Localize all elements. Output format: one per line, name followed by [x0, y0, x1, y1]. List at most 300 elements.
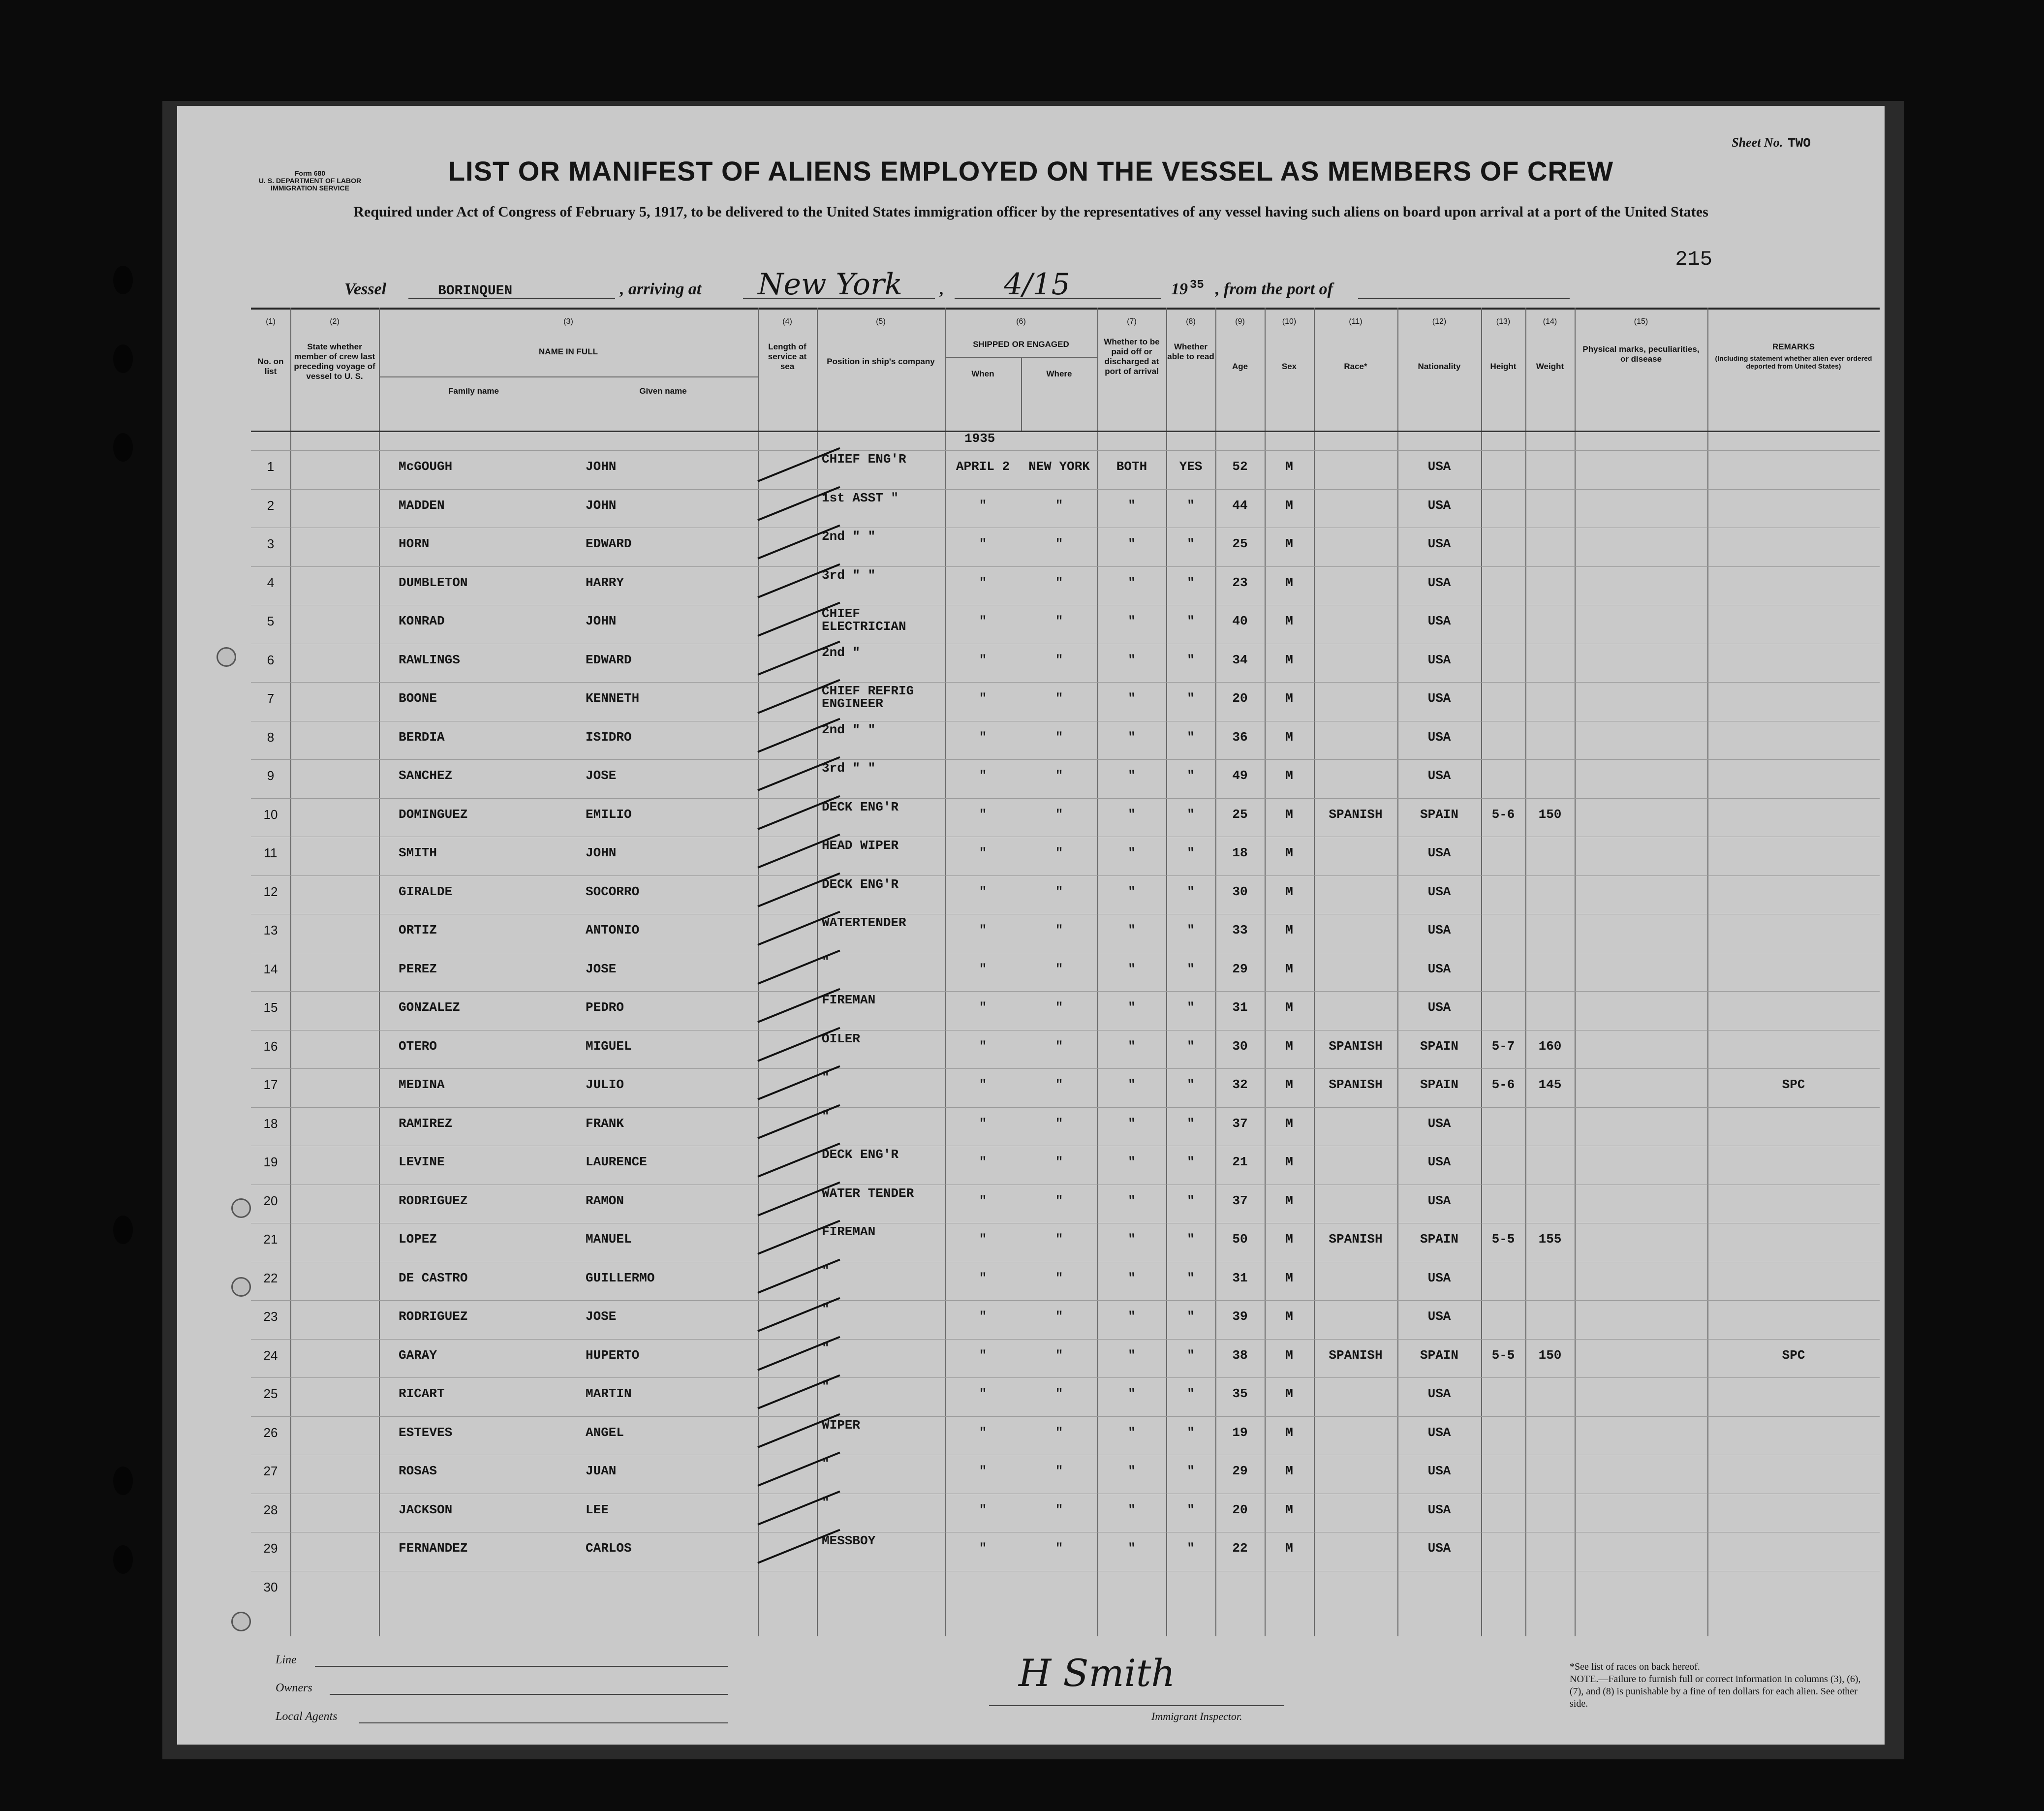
- cell-where: ": [1055, 575, 1063, 590]
- cell-paid-off: ": [1128, 884, 1136, 899]
- cell-paid-off: ": [1128, 1464, 1136, 1478]
- cell-sex: M: [1285, 575, 1293, 590]
- cell-given-name: MARTIN: [586, 1386, 632, 1401]
- cell-paid-off: ": [1128, 1309, 1136, 1324]
- table-row: [251, 1262, 1880, 1301]
- cell-sex: M: [1285, 536, 1293, 551]
- cell-sex: M: [1285, 1270, 1293, 1285]
- cell-given-name: JULIO: [586, 1077, 624, 1092]
- cell-family-name: GONZALEZ: [399, 1000, 460, 1015]
- cell-position: FIREMAN: [822, 993, 876, 1007]
- cell-given-name: SOCORRO: [586, 884, 640, 899]
- cell-when: ": [979, 575, 987, 590]
- cell-nationality: SPAIN: [1420, 1038, 1458, 1054]
- cell-paid-off: ": [1128, 961, 1136, 976]
- cell-when: ": [979, 1270, 987, 1285]
- cell-paid-off: ": [1128, 1077, 1136, 1092]
- cell-race: SPANISH: [1329, 1232, 1383, 1247]
- cell-paid-off: ": [1128, 1155, 1136, 1169]
- cell-family-name: MADDEN: [399, 498, 445, 513]
- cell-family-name: LOPEZ: [399, 1232, 437, 1247]
- table-row: [251, 1339, 1880, 1378]
- cell-when: ": [979, 768, 987, 783]
- cell-where: ": [1055, 652, 1063, 667]
- cell-height: 5-5: [1491, 1347, 1515, 1363]
- cell-family-name: ORTIZ: [399, 923, 437, 937]
- cell-nationality: SPAIN: [1420, 1077, 1458, 1092]
- header-race: Race*: [1344, 362, 1367, 371]
- cell-able-read: ": [1187, 1425, 1195, 1440]
- cell-position: ": [822, 1070, 830, 1085]
- cell-height: 5-6: [1491, 807, 1515, 822]
- cell-position: 3rd " ": [822, 761, 876, 776]
- cell-sex: M: [1285, 1347, 1293, 1363]
- cell-paid-off: ": [1128, 923, 1136, 937]
- header-remarks-sub: (Including statement whether alien ever ordered deported from United States): [1715, 354, 1872, 370]
- cell-no: 12: [263, 884, 278, 899]
- header-family-name: Family name: [448, 386, 499, 396]
- cell-family-name: PEREZ: [399, 961, 437, 976]
- cell-no: 16: [263, 1038, 278, 1054]
- cell-paid-off: ": [1128, 1502, 1136, 1517]
- cell-when: ": [979, 498, 987, 513]
- cell-age: 52: [1232, 459, 1248, 474]
- cell-where: ": [1055, 1425, 1063, 1440]
- cell-paid-off: ": [1128, 498, 1136, 513]
- agents-label: Local Agents: [276, 1710, 338, 1723]
- cell-where: ": [1055, 1077, 1063, 1092]
- page-subtitle: Required under Act of Congress of February 5, 1917, to be delivered to the United States immigration officer by the representatives of any vessel having such aliens on board upon arrival at a port of the United States: [353, 204, 1708, 220]
- cell-given-name: JUAN: [586, 1464, 617, 1478]
- cell-position: WATERTENDER: [822, 915, 906, 930]
- table-row: [251, 1455, 1880, 1494]
- cell-height: 5-5: [1491, 1232, 1515, 1247]
- cell-no: 14: [263, 961, 278, 976]
- cell-when: ": [979, 1347, 987, 1363]
- cell-where: ": [1055, 1000, 1063, 1015]
- cell-age: 29: [1232, 1464, 1248, 1478]
- cell-age: 30: [1232, 1038, 1248, 1054]
- cell-sex: M: [1285, 1038, 1293, 1054]
- cell-no: 19: [263, 1155, 278, 1169]
- header-sex: Sex: [1281, 362, 1297, 371]
- col-num: (3): [563, 317, 573, 326]
- inspector-label: Immigrant Inspector.: [1151, 1710, 1242, 1722]
- cell-paid-off: ": [1128, 1193, 1136, 1208]
- stamp-number: 215: [1675, 248, 1712, 271]
- cell-no: 24: [263, 1347, 278, 1363]
- cell-position: FIREMAN: [822, 1224, 876, 1239]
- cell-nationality: USA: [1427, 729, 1451, 745]
- header-state-whether: State whether member of crew last preceding voyage of vessel to U. S.: [294, 342, 375, 381]
- cell-nationality: USA: [1427, 1425, 1451, 1440]
- punch-hole: [231, 1277, 251, 1297]
- cell-position: ": [822, 954, 830, 969]
- cell-age: 29: [1232, 961, 1248, 976]
- cell-paid-off: ": [1128, 845, 1136, 860]
- cell-position: ": [822, 1340, 830, 1355]
- header-able-read: Whether able to read: [1167, 342, 1214, 361]
- cell-able-read: ": [1187, 498, 1195, 513]
- cell-no: 7: [267, 691, 275, 706]
- sheet-number: [1727, 135, 1811, 151]
- cell-given-name: CARLOS: [586, 1541, 632, 1556]
- cell-when: ": [979, 1309, 987, 1324]
- header-paid-off: Whether to be paid off or discharged at port of arrival: [1104, 337, 1160, 376]
- col-num: (1): [266, 317, 276, 326]
- cell-age: 30: [1232, 884, 1248, 899]
- header-when: When: [971, 369, 994, 378]
- table-row: [251, 644, 1880, 683]
- table-row: [251, 1494, 1880, 1532]
- table-row: [251, 1068, 1880, 1107]
- header-weight: Weight: [1536, 362, 1564, 371]
- cell-given-name: JOHN: [586, 845, 617, 860]
- cell-no: 10: [263, 807, 278, 822]
- department: U. S. DEPARTMENT OF LABOR: [258, 177, 362, 185]
- cell-family-name: McGOUGH: [399, 459, 453, 474]
- cell-no: 17: [263, 1077, 278, 1092]
- cell-nationality: USA: [1427, 961, 1451, 976]
- cell-where: ": [1055, 614, 1063, 628]
- cell-when: ": [979, 1116, 987, 1131]
- cell-nationality: USA: [1427, 845, 1451, 860]
- cell-sex: M: [1285, 652, 1293, 667]
- page-title: LIST OR MANIFEST OF ALIENS EMPLOYED ON THE VESSEL AS MEMBERS OF CREW: [448, 156, 1614, 187]
- cell-when: ": [979, 614, 987, 628]
- cell-family-name: RODRIGUEZ: [399, 1193, 468, 1208]
- cell-family-name: RAMIREZ: [399, 1116, 453, 1131]
- cell-position: ": [822, 1379, 830, 1394]
- header-position: Position in ship's company: [827, 357, 935, 366]
- cell-age: 18: [1232, 845, 1248, 860]
- manifest-footer: [251, 1646, 1880, 1735]
- cell-no: 11: [264, 845, 278, 860]
- cell-age: 34: [1232, 652, 1248, 667]
- cell-sex: M: [1285, 1386, 1293, 1401]
- cell-given-name: LAURENCE: [586, 1155, 647, 1169]
- year-annotation: 1935: [964, 431, 995, 446]
- cell-family-name: FERNANDEZ: [399, 1541, 468, 1556]
- cell-paid-off: ": [1128, 1270, 1136, 1285]
- cell-given-name: FRANK: [586, 1116, 624, 1131]
- cell-when: ": [979, 1000, 987, 1015]
- cell-when: ": [979, 729, 987, 745]
- cell-given-name: JOSE: [586, 768, 617, 783]
- cell-no: 3: [267, 536, 275, 551]
- cell-given-name: PEDRO: [586, 1000, 624, 1015]
- cell-nationality: USA: [1427, 1000, 1451, 1015]
- cell-nationality: USA: [1427, 1270, 1451, 1285]
- cell-when: ": [979, 1193, 987, 1208]
- binder-hole: [113, 1216, 133, 1244]
- table-row: [251, 1300, 1880, 1339]
- cell-when: ": [979, 1541, 987, 1556]
- cell-weight: 155: [1538, 1232, 1562, 1247]
- cell-nationality: SPAIN: [1420, 1347, 1458, 1363]
- cell-nationality: USA: [1427, 575, 1451, 590]
- cell-position: 1st ASST ": [822, 490, 899, 505]
- cell-paid-off: ": [1128, 768, 1136, 783]
- cell-given-name: HUPERTO: [586, 1347, 640, 1363]
- year-prefix: 19: [1171, 280, 1188, 298]
- table-row: [251, 1146, 1880, 1185]
- cell-paid-off: ": [1128, 1386, 1136, 1401]
- line-label: Line: [276, 1654, 297, 1666]
- cell-family-name: RODRIGUEZ: [399, 1309, 468, 1324]
- cell-race: SPANISH: [1329, 1038, 1383, 1054]
- cell-where: ": [1055, 1502, 1063, 1517]
- cell-family-name: BOONE: [399, 691, 437, 706]
- cell-nationality: USA: [1427, 1386, 1451, 1401]
- col-num: (4): [782, 317, 792, 326]
- cell-family-name: OTERO: [399, 1038, 437, 1054]
- cell-sex: M: [1285, 498, 1293, 513]
- cell-race: SPANISH: [1329, 807, 1383, 822]
- cell-when: ": [979, 884, 987, 899]
- cell-when: ": [979, 1425, 987, 1440]
- cell-nationality: USA: [1427, 498, 1451, 513]
- header-name-in-full: NAME IN FULL: [539, 347, 598, 356]
- col-num: (13): [1496, 317, 1511, 326]
- col-num: (10): [1282, 317, 1297, 326]
- table-row: [251, 798, 1880, 837]
- cell-age: 36: [1232, 729, 1248, 745]
- cell-paid-off: BOTH: [1116, 459, 1147, 474]
- cell-position: ": [822, 1263, 830, 1278]
- cell-age: 21: [1232, 1155, 1248, 1169]
- cell-sex: M: [1285, 614, 1293, 628]
- punch-hole: [217, 647, 236, 667]
- table-row: [251, 1532, 1880, 1571]
- cell-age: 37: [1232, 1116, 1248, 1131]
- table-row: [251, 1571, 1880, 1610]
- cell-where: ": [1055, 1464, 1063, 1478]
- cell-sex: M: [1285, 459, 1293, 474]
- cell-given-name: JOHN: [586, 498, 617, 513]
- service-name: IMMIGRATION SERVICE: [271, 184, 349, 192]
- cell-where: ": [1055, 1038, 1063, 1054]
- table-row: [251, 1416, 1880, 1455]
- table-row: [251, 759, 1880, 798]
- table-row: [251, 566, 1880, 605]
- cell-no: 20: [263, 1193, 278, 1208]
- cell-sex: M: [1285, 845, 1293, 860]
- cell-sex: M: [1285, 1232, 1293, 1247]
- cell-sex: M: [1285, 729, 1293, 745]
- table-row: [251, 721, 1880, 760]
- cell-given-name: JOHN: [586, 459, 617, 474]
- cell-family-name: LEVINE: [399, 1155, 445, 1169]
- cell-family-name: SMITH: [399, 845, 437, 860]
- cell-nationality: SPAIN: [1420, 807, 1458, 822]
- cell-paid-off: ": [1128, 691, 1136, 706]
- cell-nationality: USA: [1427, 884, 1451, 899]
- cell-able-read: ": [1187, 614, 1195, 628]
- cell-given-name: EDWARD: [586, 652, 632, 667]
- cell-position: 3rd " ": [822, 567, 876, 583]
- cell-position: OILER: [822, 1031, 861, 1046]
- cell-sex: M: [1285, 1309, 1293, 1324]
- col-num: (11): [1349, 317, 1363, 326]
- cell-age: 38: [1232, 1347, 1248, 1363]
- cell-paid-off: ": [1128, 1232, 1136, 1247]
- crew-table: [251, 308, 1880, 1636]
- cell-age: 50: [1232, 1232, 1248, 1247]
- cell-position: HEAD WIPER: [822, 838, 899, 853]
- cell-sex: M: [1285, 1425, 1293, 1440]
- cell-paid-off: ": [1128, 1038, 1136, 1054]
- cell-age: 19: [1232, 1425, 1248, 1440]
- header-shipped: SHIPPED OR ENGAGED: [973, 340, 1069, 349]
- cell-sex: M: [1285, 1464, 1293, 1478]
- cell-sex: M: [1285, 961, 1293, 976]
- cell-able-read: ": [1187, 536, 1195, 551]
- header-given-name: Given name: [639, 386, 687, 396]
- col-num: (8): [1186, 317, 1196, 326]
- cell-no: 26: [263, 1425, 278, 1440]
- cell-position: 2nd " ": [822, 722, 876, 737]
- cell-nationality: USA: [1427, 1309, 1451, 1324]
- col-num: (2): [330, 317, 340, 326]
- cell-nationality: USA: [1427, 652, 1451, 667]
- cell-able-read: ": [1187, 1155, 1195, 1169]
- cell-position: MESSBOY: [822, 1533, 876, 1548]
- cell-no: 8: [267, 729, 275, 745]
- cell-sex: M: [1285, 923, 1293, 937]
- cell-paid-off: ": [1128, 575, 1136, 590]
- cell-race: SPANISH: [1329, 1347, 1383, 1363]
- cell-able-read: ": [1187, 1347, 1195, 1363]
- cell-given-name: MANUEL: [586, 1232, 632, 1247]
- cell-height: 5-7: [1491, 1038, 1515, 1054]
- cell-able-read: ": [1187, 1116, 1195, 1131]
- cell-sex: M: [1285, 1541, 1293, 1556]
- header-age: Age: [1232, 362, 1248, 371]
- table-row: [251, 1185, 1880, 1223]
- cell-when: ": [979, 536, 987, 551]
- cell-where: ": [1055, 1232, 1063, 1247]
- cell-race: SPANISH: [1329, 1077, 1383, 1092]
- cell-sex: M: [1285, 1502, 1293, 1517]
- table-row: [251, 489, 1880, 528]
- cell-age: 32: [1232, 1077, 1248, 1092]
- cell-able-read: ": [1187, 691, 1195, 706]
- cell-position: CHIEF ENG'R: [822, 452, 906, 467]
- cell-family-name: DUMBLETON: [399, 575, 468, 590]
- cell-when: ": [979, 1155, 987, 1169]
- cell-no: 4: [267, 575, 275, 590]
- sheet-value: TWO: [1788, 136, 1811, 151]
- voyage-line: [344, 268, 1575, 303]
- races-note: *See list of races on back hereof.: [1570, 1661, 1700, 1672]
- cell-position: CHIEF ELECTRICIAN: [822, 606, 906, 634]
- cell-no: 13: [263, 923, 278, 937]
- col-num: (14): [1543, 317, 1557, 326]
- col-num: (6): [1016, 317, 1026, 326]
- table-row: [251, 450, 1880, 489]
- cell-given-name: RAMON: [586, 1193, 624, 1208]
- cell-age: 35: [1232, 1386, 1248, 1401]
- cell-position: DECK ENG'R: [822, 799, 899, 814]
- cell-given-name: ISIDRO: [586, 729, 632, 745]
- cell-family-name: SANCHEZ: [399, 768, 453, 783]
- cell-able-read: ": [1187, 1270, 1195, 1285]
- cell-no: 27: [263, 1464, 278, 1478]
- cell-when: ": [979, 807, 987, 822]
- cell-able-read: ": [1187, 1464, 1195, 1478]
- cell-where: ": [1055, 729, 1063, 745]
- cell-no: 21: [263, 1232, 278, 1247]
- cell-age: 23: [1232, 575, 1248, 590]
- cell-given-name: KENNETH: [586, 691, 640, 706]
- cell-when: ": [979, 1038, 987, 1054]
- cell-family-name: RICART: [399, 1386, 445, 1401]
- cell-position: DECK ENG'R: [822, 1147, 899, 1162]
- cell-remarks: SPC: [1782, 1347, 1805, 1363]
- cell-able-read: ": [1187, 961, 1195, 976]
- cell-sex: M: [1285, 1155, 1293, 1169]
- cell-when: ": [979, 961, 987, 976]
- cell-age: 20: [1232, 1502, 1248, 1517]
- cell-nationality: USA: [1427, 691, 1451, 706]
- cell-age: 25: [1232, 807, 1248, 822]
- cell-family-name: DOMINGUEZ: [399, 807, 468, 822]
- cell-paid-off: ": [1128, 536, 1136, 551]
- cell-when: ": [979, 1502, 987, 1517]
- col-num: (7): [1127, 317, 1137, 326]
- cell-sex: M: [1285, 1116, 1293, 1131]
- cell-family-name: MEDINA: [399, 1077, 445, 1092]
- cell-when: ": [979, 1232, 987, 1247]
- cell-family-name: KONRAD: [399, 614, 445, 628]
- header-nationality: Nationality: [1418, 362, 1461, 371]
- form-number: Form 680: [294, 169, 326, 177]
- cell-sex: M: [1285, 1077, 1293, 1092]
- from-label: , from the port of: [1215, 280, 1333, 298]
- cell-where: ": [1055, 768, 1063, 783]
- punch-hole: [231, 1612, 251, 1631]
- cell-able-read: ": [1187, 845, 1195, 860]
- cell-able-read: ": [1187, 807, 1195, 822]
- footer-notes: [1570, 1661, 1865, 1710]
- cell-nationality: USA: [1427, 459, 1451, 474]
- cell-able-read: YES: [1179, 459, 1203, 474]
- cell-no: 22: [263, 1270, 278, 1285]
- cell-no: 6: [267, 652, 275, 667]
- punch-hole: [231, 1198, 251, 1218]
- cell-when: ": [979, 1386, 987, 1401]
- cell-age: 31: [1232, 1270, 1248, 1285]
- vessel-label: Vessel: [344, 280, 386, 298]
- cell-able-read: ": [1187, 1502, 1195, 1517]
- cell-when: ": [979, 652, 987, 667]
- owners-label: Owners: [276, 1682, 312, 1694]
- cell-where: ": [1055, 1270, 1063, 1285]
- cell-no: 23: [263, 1309, 278, 1324]
- binder-hole: [113, 344, 133, 373]
- inspector-signature: H Smith: [1019, 1651, 1176, 1695]
- cell-position: WATER TENDER: [822, 1186, 914, 1201]
- cell-height: 5-6: [1491, 1077, 1515, 1092]
- cell-able-read: ": [1187, 923, 1195, 937]
- arriving-label: , arriving at: [620, 280, 702, 298]
- cell-able-read: ": [1187, 1077, 1195, 1092]
- arrival-date: 4/15: [1004, 267, 1070, 302]
- cell-given-name: JOHN: [586, 614, 617, 628]
- table-row: [251, 991, 1880, 1030]
- cell-nationality: USA: [1427, 1155, 1451, 1169]
